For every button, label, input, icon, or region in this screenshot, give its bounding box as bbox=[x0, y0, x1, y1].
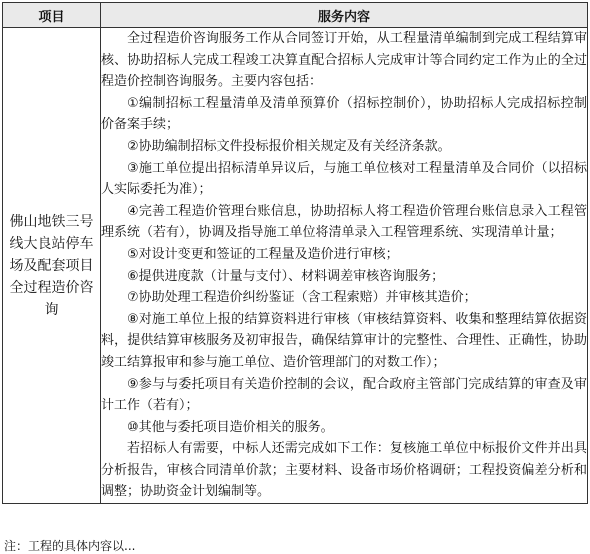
header-service-content: 服务内容 bbox=[101, 3, 588, 28]
content-item: ⑤对设计变更和签证的工程量及造价进行审核； bbox=[127, 246, 399, 262]
content-item: ⑦协助处理工程造价纠纷鉴证（含工程索赔）并审核其造价； bbox=[127, 290, 477, 306]
project-name-cell: 佛山地铁三号线大良站停车场及配套项目全过程造价咨询 bbox=[3, 28, 101, 504]
footer-note: 注：工程的具体内容以... bbox=[4, 539, 136, 553]
content-item: ③施工单位提出招标清单异议后，与施工单位核对工程量清单及合同价（以招标人实际委托为准）； bbox=[101, 160, 587, 198]
content-paragraph: 若招标人有需要，中标人还需完成如下工作：复核施工单位中标报价文件并出具分析报告，审核合同清单价款；主要材料、设备市场价格调研；工程投资偏差分析和调整；协助资金计划编制等。 bbox=[101, 441, 587, 500]
content-item: ⑩其他与委托项目造价相关的服务。 bbox=[127, 419, 334, 435]
content-paragraph: 全过程造价咨询服务工作从合同签订开始，从工程量清单编制到完成工程结算审核、协助招标人完成工程竣工决算直配合招标人完成审计等合同约定工作为止的全过程造价控制咨询服务。主要内容包括： bbox=[101, 31, 587, 90]
content-item: ④完善工程造价管理台账信息，协助招标人将工程造价管理台账信息录入工程管理系统（若有），协调及指导施工单位将清单录入工程管理系统、实现清单计量； bbox=[101, 203, 587, 241]
table-header-row bbox=[3, 3, 588, 28]
service-table bbox=[2, 2, 588, 504]
content-item: ⑧对施工单位上报的结算资料进行审核（审核结算资料、收集和整理结算依据资料，提供结算审核服务及初审报告，确保结算审计的完整性、合理性、正确性，协助竣工结算报审和参与施工单位、造价管理部门的对数工作）； bbox=[101, 311, 587, 370]
content-item: ②协助编制招标文件投标报价相关规定及有关经济条款。 bbox=[127, 138, 451, 154]
content-item: ⑥提供进度款（计量与支付）、材料调差审核咨询服务； bbox=[127, 268, 445, 284]
content-item: ①编制招标工程量清单及清单预算价（招标控制价），协助招标人完成招标控制价备案手续； bbox=[101, 95, 587, 133]
header-project: 项目 bbox=[3, 3, 101, 28]
table-row bbox=[3, 28, 588, 504]
service-content-cell bbox=[101, 28, 588, 504]
content-item: ⑨参与与委托项目有关造价控制的会议，配合政府主管部门完成结算的审查及审计工作（若有）； bbox=[101, 376, 587, 414]
